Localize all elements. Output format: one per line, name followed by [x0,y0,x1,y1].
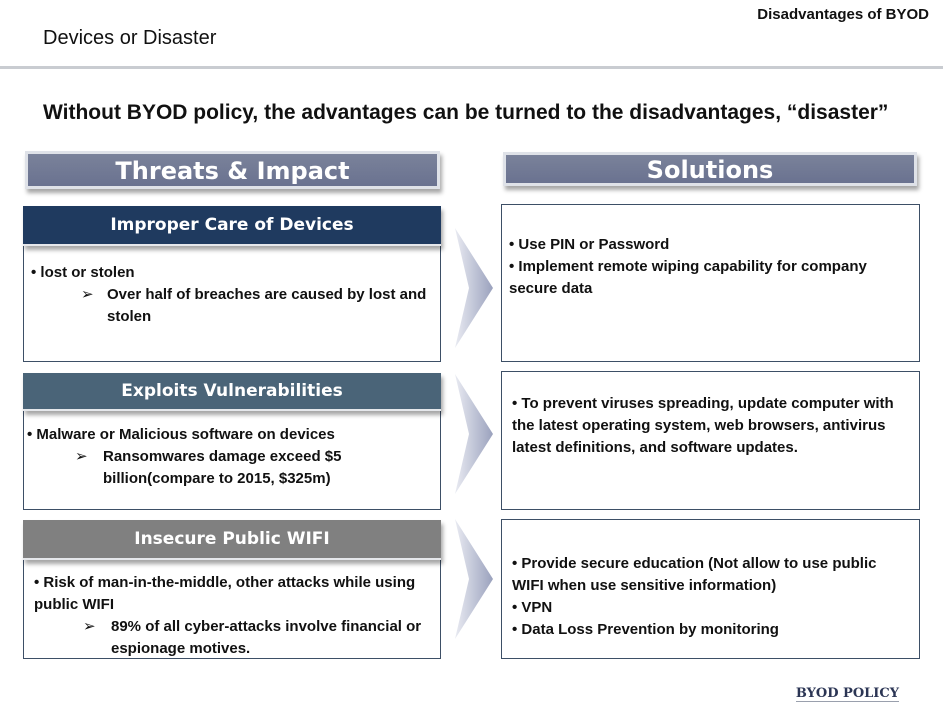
threat-sub-bullet [81,284,427,328]
category-bar-public-wifi: Insecure Public WIFI [23,520,441,560]
threat-bullet: • Risk of man-in-the-middle, other attacks while using public WIFI [34,574,416,613]
category-bar-exploits: Exploits Vulnerabilities [23,373,441,411]
arrow-bullet-icon: ➢ [81,286,94,303]
threat-bullet: • lost or stolen [31,264,135,281]
chevron-right-icon [455,374,493,494]
solution-item: • Use PIN or Password [509,236,670,253]
slide-title: Devices or Disaster [43,27,217,49]
chevron-right-icon [455,228,493,348]
category-bar-improper-care: Improper Care of Devices [23,206,441,246]
threat-sub-text: Over half of breaches are caused by lost and stolen [107,286,427,325]
title-divider [0,66,943,69]
solution-item: • Data Loss Prevention by monitoring [512,621,779,638]
threat-sub-text: Ransomwares damage exceed $5 billion(compare to 2015, $325m) [103,448,342,487]
solution-item: • Implement remote wiping capability for company secure data [509,258,867,297]
threat-bullet: • Malware or Malicious software on devices [27,426,335,443]
solution-item: • VPN [512,599,553,616]
section-tag: Disadvantages of BYOD [757,6,929,23]
solutions-header: Solutions [503,152,917,186]
threat-sub-bullet [83,616,436,660]
arrow-bullet-icon: ➢ [83,618,96,635]
threat-sub-bullet [75,446,403,490]
chevron-right-icon [455,519,493,639]
solution-item: • Provide secure education (Not allow to use public WIFI when use sensitive information) [512,555,877,594]
arrow-bullet-icon: ➢ [75,448,88,465]
threats-impact-header: Threats & Impact [25,151,440,189]
footer-label: BYOD POLICY [795,686,899,701]
solution-item: • To prevent viruses spreading, update computer with the latest operating system, web browsers, antivirus latest definitions, and software updates. [512,395,894,456]
slide-subtitle: Without BYOD policy, the advantages can be turned to the disadvantages, “disaster” [43,101,889,124]
threat-sub-text: 89% of all cyber-attacks involve financial or espionage motives. [111,618,422,657]
